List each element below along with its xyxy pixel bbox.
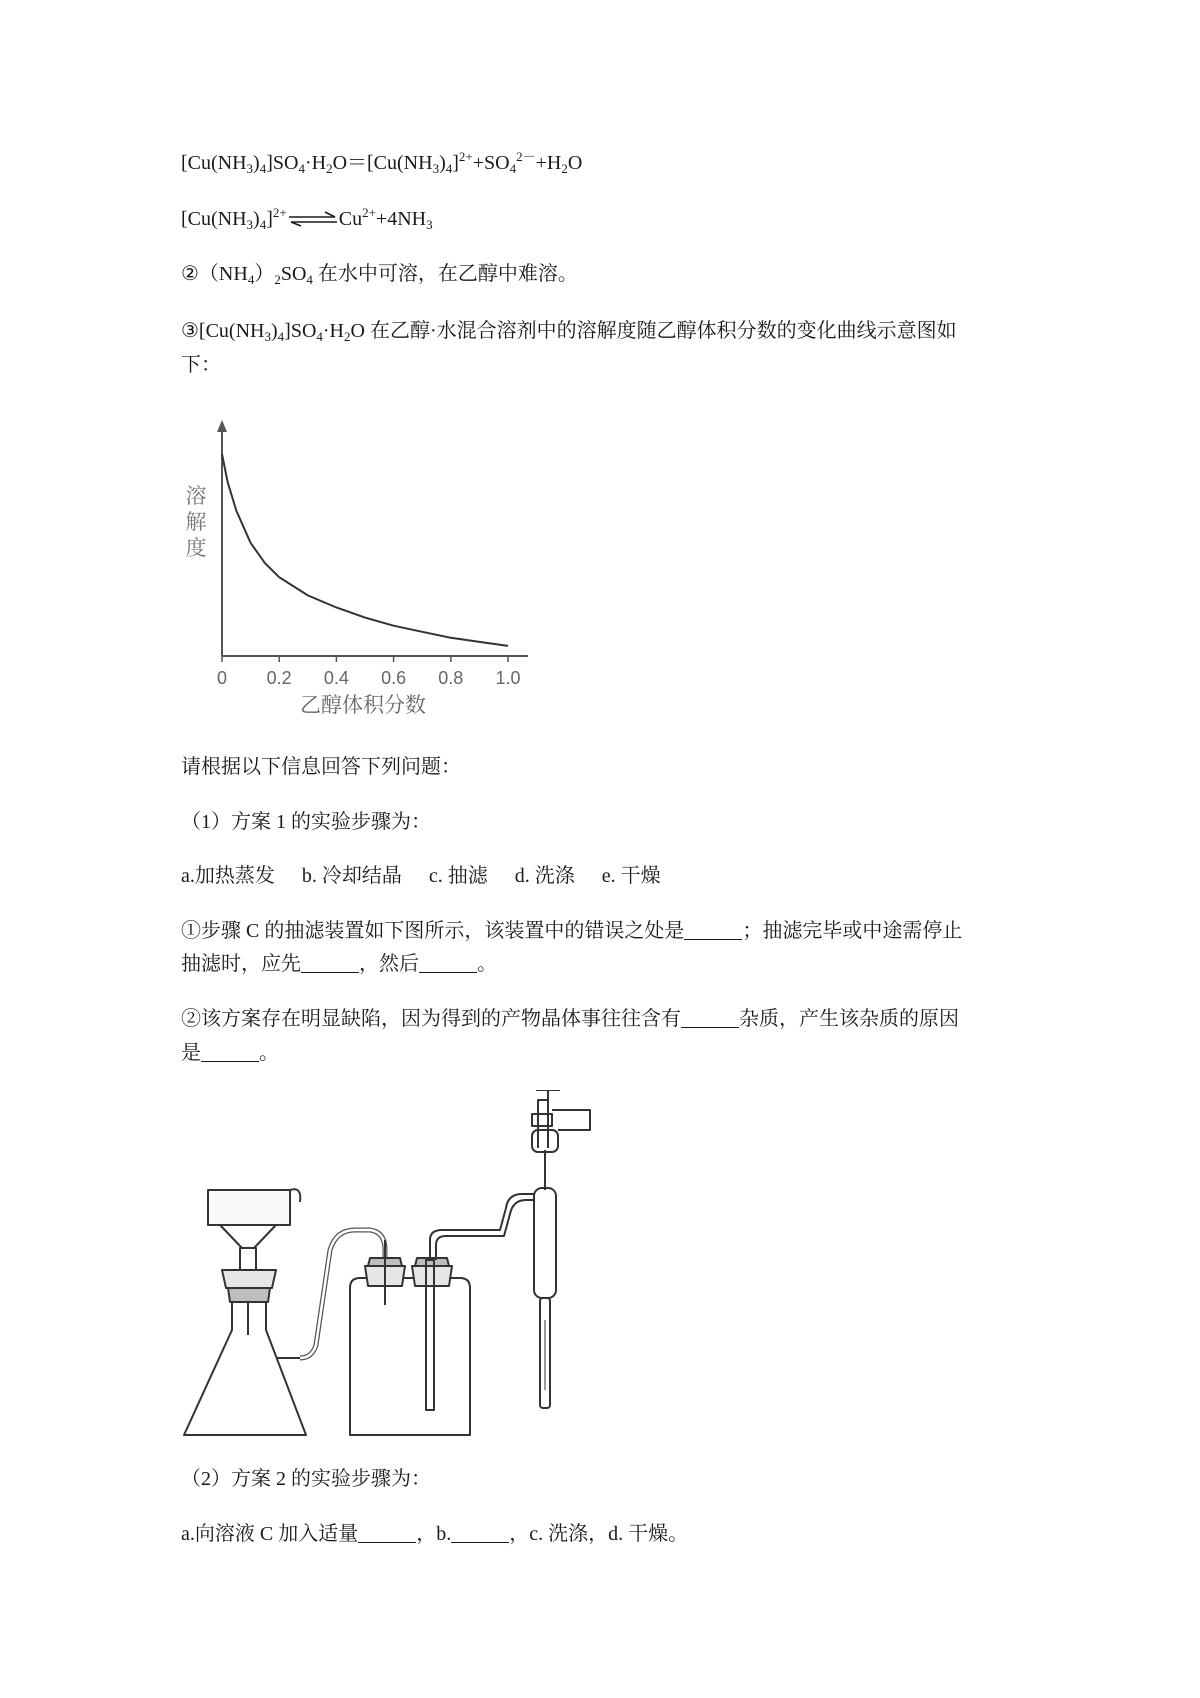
- safety-bottle: [350, 1240, 470, 1435]
- aspirator-tube: [430, 1194, 534, 1260]
- x-tick-label: 0: [216, 668, 228, 688]
- answer-blank[interactable]: [681, 1007, 739, 1028]
- x-tick-label: 0.6: [381, 668, 407, 688]
- intro-text: 请根据以下信息回答下列问题：: [181, 756, 461, 778]
- q1-1-continued: 抽滤时，应先 ，然后 。: [181, 953, 497, 975]
- note-3-continued: 下：: [181, 354, 221, 376]
- answer-blank[interactable]: [451, 1522, 509, 1543]
- x-tick-label: 0.8: [438, 668, 464, 688]
- q1-step-e: e. 干燥: [601, 865, 661, 887]
- answer-blank[interactable]: [684, 919, 742, 940]
- x-tick-label: 1.0: [495, 668, 521, 688]
- q1-2-continued: 是 。: [181, 1042, 279, 1064]
- answer-blank[interactable]: [419, 952, 477, 973]
- equilibrium-arrow-icon: [287, 209, 339, 229]
- flask-stopper: [222, 1270, 276, 1302]
- q2-title: （2）方案 2 的实验步骤为：: [181, 1468, 431, 1490]
- buchner-funnel: [208, 1189, 300, 1335]
- q2-steps: a.向溶液 C 加入适量 ，b. ，c. 洗涤，d. 干燥。: [181, 1523, 689, 1545]
- q1-step-c: c. 抽滤: [428, 865, 488, 887]
- rubber-tubing: [300, 1230, 385, 1358]
- q1-steps: [181, 860, 661, 892]
- chart-ticks: [217, 656, 521, 688]
- q1-2: ②该方案存在明显缺陷，因为得到的产物晶体事往往含有 杂质，产生该杂质的原因: [181, 1008, 959, 1030]
- chart-series: [222, 454, 508, 646]
- note-3: $③[Cu(NH_3)_4]SO_4\cdot H_2O$ 在乙醇·水混合溶剂中的溶解度随乙醇体积分数的变化曲线示意图如: [181, 320, 957, 344]
- q1-step-b: b. 冷却结晶: [301, 865, 402, 887]
- equation-2: $[Cu(NH_3)_4]^{2+}$ $Cu^{2+}+4NH_3$: [181, 205, 433, 232]
- y-axis-arrow-icon: [217, 420, 227, 432]
- q1-step-d: d. 洗涤: [514, 865, 575, 887]
- answer-blank[interactable]: [301, 952, 359, 973]
- suction-filtration-apparatus: [180, 1090, 680, 1445]
- solubility-chart: [180, 418, 580, 718]
- solubility-curve: [222, 454, 508, 646]
- x-tick-label: 0.4: [323, 668, 349, 688]
- answer-blank[interactable]: [358, 1522, 416, 1543]
- q1-step-a: a.加热蒸发: [181, 865, 275, 887]
- answer-blank[interactable]: [201, 1041, 259, 1062]
- suction-flask: [184, 1302, 306, 1435]
- q1-title: （1）方案 1 的实验步骤为：: [181, 811, 431, 833]
- y-axis-label: 溶解度: [185, 484, 207, 560]
- equation-1: $[Cu(NH_3)_4]SO_4\cdot H_2O=[Cu(NH_3)_4]^{2+}+SO_4^{2-}+H_2O$: [181, 149, 583, 176]
- q1-1: ①步骤 C 的抽滤装置如下图所示，该装置中的错误之处是 ；抽滤完毕或中途需停止: [181, 920, 963, 942]
- water-aspirator: [532, 1090, 590, 1408]
- x-axis-label: 乙醇体积分数: [300, 693, 426, 717]
- x-tick-label: 0.2: [266, 668, 292, 688]
- note-2: $②(NH_4)_2SO_4$ 在水中可溶，在乙醇中难溶。: [181, 263, 578, 287]
